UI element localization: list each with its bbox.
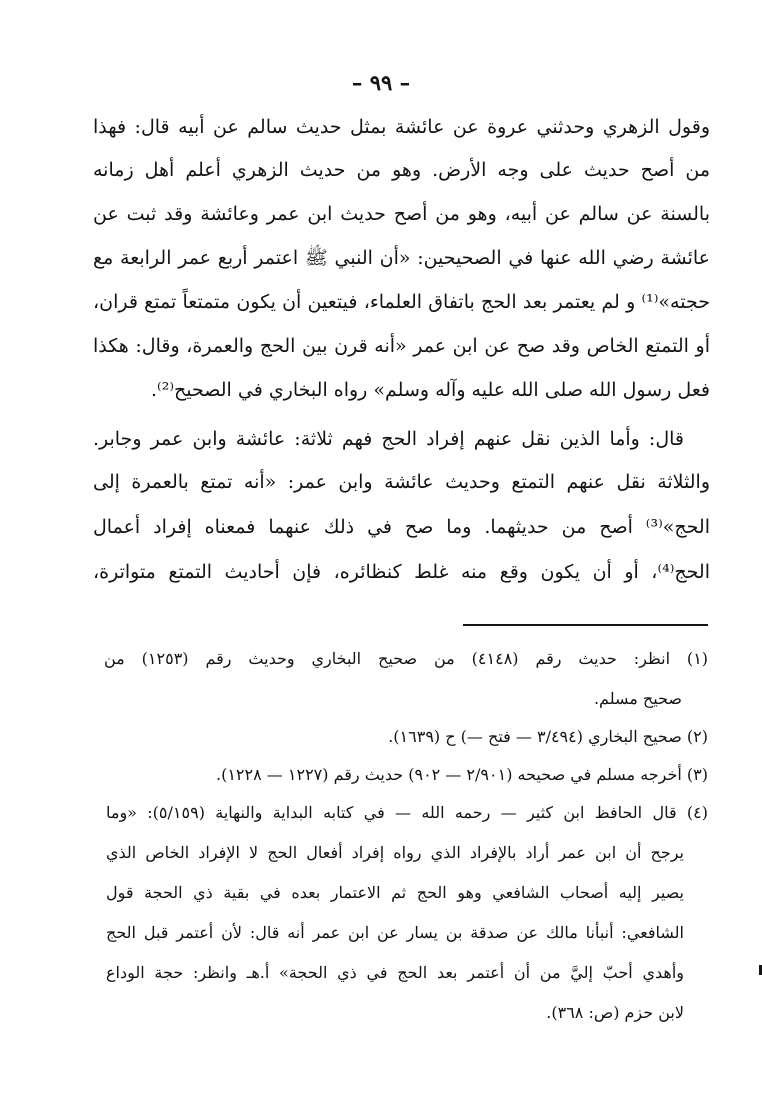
footnote-1-line-2: صحيح مسلم. [593,689,682,708]
footnote-4-line-4: الشافعي: أنبأنا مالك عن صدقة بن يسار عن ابن عمر أنه قال: لأن أعتمر قبل الحج [106,923,684,942]
footnote-2: (٢) صحيح البخاري (٣/٤٩٤ — فتح —) ح (١٦٣٩). [388,727,708,746]
body-line-10: الحج»⁽³⁾ أصح من حديثهما. وما صح في ذلك عنهما فمعناه إفراد أعمال [93,516,710,538]
body-line-7: فعل رسول الله صلى الله عليه وآله وسلم» رواه البخاري في الصحيح⁽²⁾. [151,379,710,401]
footnote-4-line-2: يرجح أن ابن عمر أراد بالإفراد الذي رواه إفراد أفعال الحج لا الإفراد الخاص الذي [106,843,684,862]
body-line-3: بالسنة عن سالم عن أبيه، وهو من أصح حديث ابن عمر وعائشة وقد ثبت عن [93,203,710,225]
page-number: – ٩٩ – [351,70,411,95]
body-line-11: الحج⁽⁴⁾، أو أن يكون وقع منه غلط كنظائره، فإن أحاديث التمتع متواترة، [93,561,710,583]
footnote-4-line-5: وأهدي أحبّ إليَّ من أن أعتمر بعد الحج في ذي الحجة» أ.هـ وانظر: حجة الوداع [106,963,684,982]
body-line-9: والثلاثة نقل عنهم التمتع وحديث عائشة وابن عمر: «أنه تمتع بالعمرة إلى [93,471,710,493]
footnote-3: (٣) أخرجه مسلم في صحيحه (٢/٩٠١ — ٩٠٢) حديث رقم (١٢٢٧ — ١٢٢٨). [216,765,708,784]
body-line-1: وقول الزهري وحدثني عروة عن عائشة بمثل حديث سالم عن أبيه قال: فهذا [93,116,710,138]
body-line-2: من أصح حديث على وجه الأرض. وهو من حديث الزهري أعلم أهل زمانه [93,159,710,181]
footnote-1-line-1: (١) انظر: حديث رقم (٤١٤٨) من صحيح البخاري وحديث رقم (١٢٥٣) من [104,649,709,668]
body-line-6: أو التمتع الخاص وقد صح عن ابن عمر «أنه قرن بين الحج والعمرة، وقال: هكذا [93,335,710,357]
footnote-4-line-3: يصير إليه أصحاب الشافعي وهو الحج ثم الاعتمار بعده في بقية ذي الحجة قول [106,883,684,902]
body-line-4: عائشة رضي الله عنها في الصحيحين: «أن النبي ﷺ اعتمر أربع عمر الرابعة مع [93,247,710,269]
body-line-5: حجته»⁽¹⁾ و لم يعتمر بعد الحج باتفاق العلماء، فيتعين أن يكون متمتعاً تمتع قران، [93,291,710,313]
footnote-separator [463,624,708,626]
footnote-4-line-6: لابن حزم (ص: ٣٦٨). [546,1003,684,1022]
footnote-4-line-1: (٤) قال الحافظ ابن كثير — رحمه الله — في كتابه البداية والنهاية (٥/١٥٩): «وما [106,803,708,822]
body-line-8: قال: وأما الذين نقل عنهم إفراد الحج فهم ثلاثة: عائشة وابن عمر وجابر. [93,428,684,450]
